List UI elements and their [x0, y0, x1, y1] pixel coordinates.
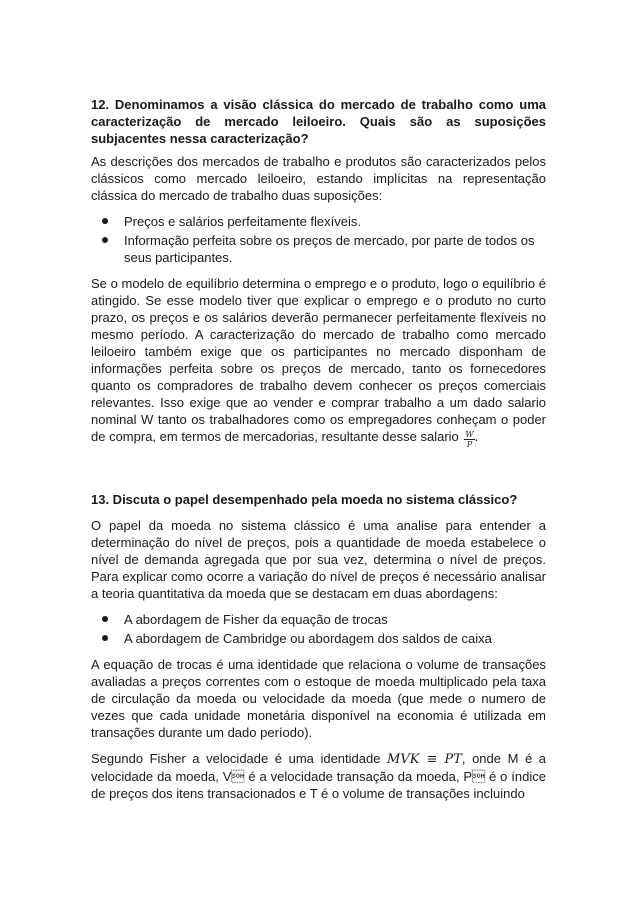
question-12-bullet-list	[91, 213, 546, 266]
list-item	[91, 611, 546, 628]
list-item-text: A abordagem de Cambridge ou abordagem dos saldos de caixa	[124, 631, 492, 646]
question-13-paragraph-2: A equação de trocas é uma identidade que relaciona o volume de transações avaliadas a preços correntes com o estoque de moeda multiplicado pela taxa de circulação da moeda ou velocidade da moeda (que mede o numero de vezes que cada unidade monetária disponível na economia é utilizada em transações durante um dado período).	[91, 657, 546, 740]
exchange-equation: MVK ≡ PT	[387, 752, 462, 767]
bullet-icon	[102, 616, 108, 622]
list-item	[91, 213, 546, 230]
bullet-icon	[102, 635, 108, 641]
question-13-heading: 13. Discuta o papel desempenhado pela moeda no sistema clássico?	[91, 492, 518, 507]
fraction-numerator: W	[465, 430, 474, 439]
question-13-paragraph-3	[91, 750, 546, 802]
question-12-intro: As descrições dos mercados de trabalho e produtos são caracterizados pelos clássicos como mercado leiloeiro, estando implícitas na representação clássica do mercado de trabalho duas suposições:	[91, 154, 546, 203]
fraction-denominator: P	[466, 440, 473, 449]
body-text: Segundo Fisher a velocidade é uma identidade	[91, 751, 388, 766]
body-text: , onde M é a velocidade da moeda, V é a velocidade transação da moeda, P é o índice de preços dos itens transacionados e T é o volume de transações incluindo	[91, 751, 546, 801]
list-item-text: Informação perfeita sobre os preços de mercado, por parte de todos os seus participantes.	[124, 233, 535, 265]
question-12-heading: 12. Denominamos a visão clássica do mercado de trabalho como uma caracterização de mercado leiloeiro. Quais são as suposições subjacentes nessa caracterização?	[91, 97, 546, 146]
bullet-icon	[102, 218, 108, 224]
list-item-text: A abordagem de Fisher da equação de trocas	[124, 612, 388, 627]
list-item	[91, 630, 546, 647]
question-12-body	[91, 275, 546, 449]
list-item	[91, 232, 546, 266]
document-body	[91, 96, 546, 802]
question-13-intro: O papel da moeda no sistema clássico é uma analise para entender a determinação do nível de preços, pois a quantidade de moeda estabelece o nível de demanda agregada que por sua vez, determina o nível de preços. Para explicar como ocorre a variação do nível de preços é necessário analisar a teoria quantitativa da moeda que se destacam em duas abordagens:	[91, 518, 546, 601]
body-text: Se o modelo de equilíbrio determina o emprego e o produto, logo o equilíbrio é atingido. Se esse modelo tiver que explicar o emprego e o produto no curto prazo, os preços e os salários deverão permanecer perfeitamente flexíveis no mesmo período. A caracterização do mercado de trabalho como mercado leiloeiro também exige que os participantes no mercado disponham de informações perfeita sobre os preços de mercado, tanto os fornecedores quanto os compradores de trabalho devem conhecer os preços comerciais relevantes. Isso exige que ao vender e comprar trabalho a um dado salario nominal W tanto os trabalhadores como os empregadores conheçam o poder de compra, em termos de mercadorias, resultante desse salario	[91, 276, 546, 444]
list-item-text: Preços e salários perfeitamente flexíveis.	[124, 214, 361, 229]
body-end: .	[474, 429, 479, 444]
question-13-bullet-list	[91, 611, 546, 647]
wage-fraction	[464, 430, 474, 449]
bullet-icon	[102, 237, 108, 243]
